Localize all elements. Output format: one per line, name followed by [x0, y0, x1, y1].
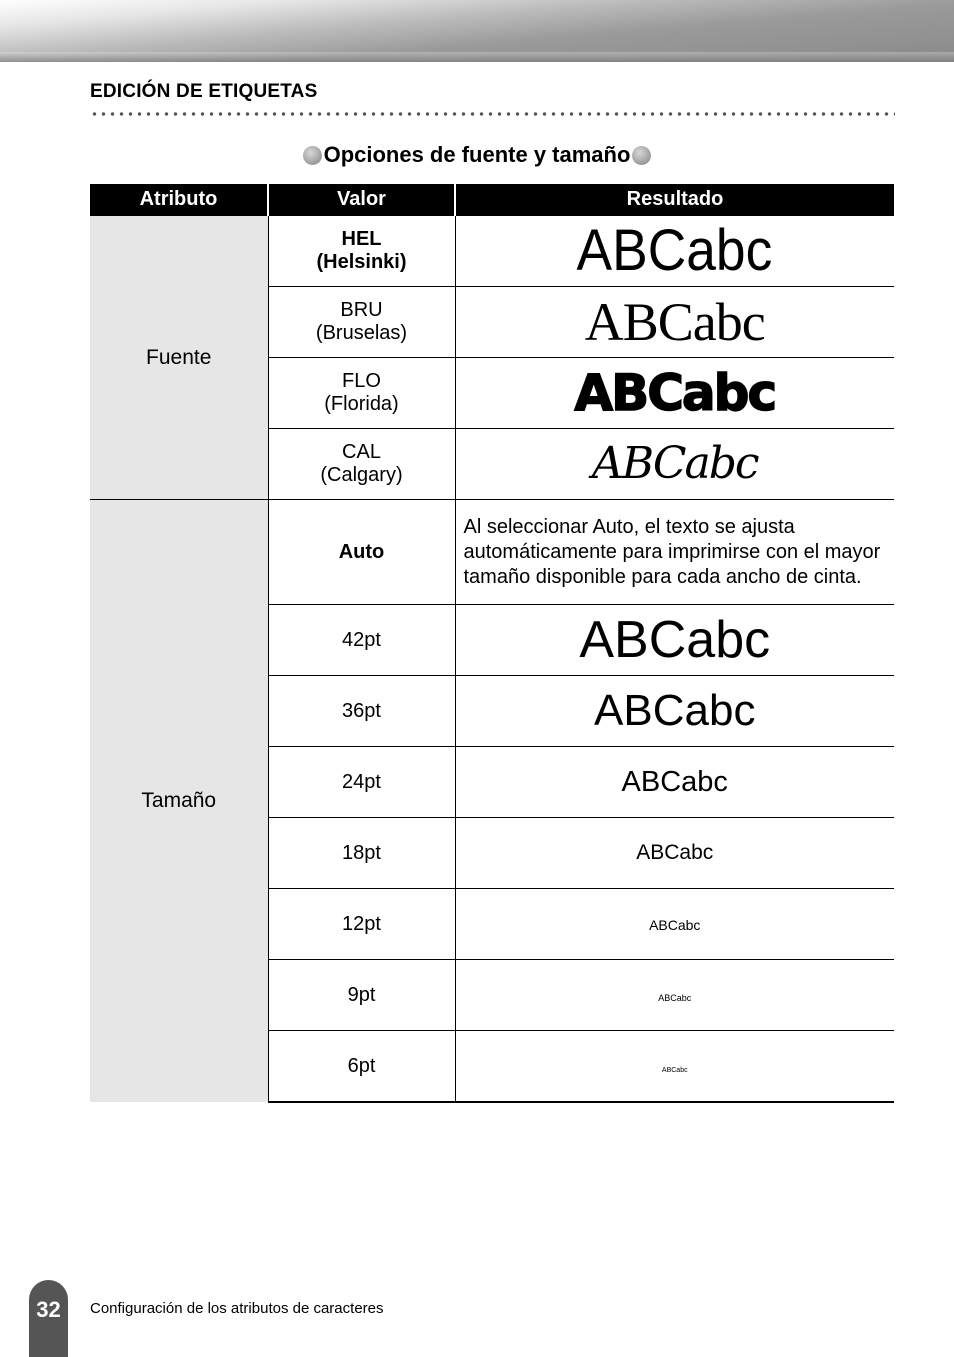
column-header-attribute: Atributo	[90, 184, 268, 216]
result-cell	[455, 287, 894, 358]
column-header-value: Valor	[268, 184, 455, 216]
sample-36pt: ABCabc	[594, 686, 756, 735]
result-cell	[455, 676, 894, 747]
result-cell	[455, 889, 894, 960]
value-cell	[268, 216, 455, 287]
value-auto: Auto	[268, 500, 455, 605]
table-row	[90, 216, 894, 287]
auto-description: Al seleccionar Auto, el texto se ajusta automáticamente para imprimirse con el mayor tamaño disponible para cada ancho de cinta.	[455, 500, 894, 605]
column-header-result: Resultado	[455, 184, 894, 216]
value-cell: 12pt	[268, 889, 455, 960]
result-cell	[455, 358, 894, 429]
sample-12pt: ABCabc	[649, 916, 701, 933]
sample-calgary: ABCabc	[591, 438, 758, 489]
value-cell	[268, 429, 455, 500]
bullet-right-icon	[632, 146, 651, 165]
table-row	[90, 500, 894, 605]
value-name: (Bruselas)	[315, 322, 408, 344]
dotted-divider	[90, 111, 895, 117]
bullet-left-icon	[303, 146, 322, 165]
value-code: HEL	[341, 228, 382, 250]
sample-24pt: ABCabc	[621, 765, 728, 798]
result-cell	[455, 605, 894, 676]
value-cell: 6pt	[268, 1031, 455, 1103]
sample-9pt: ABCabc	[658, 992, 692, 1003]
result-cell	[455, 818, 894, 889]
header-band	[0, 0, 954, 62]
value-cell: 36pt	[268, 676, 455, 747]
value-cell: 24pt	[268, 747, 455, 818]
table-title	[0, 142, 954, 168]
attribute-font: Fuente	[90, 216, 268, 500]
value-code: BRU	[340, 299, 383, 321]
result-cell	[455, 216, 894, 287]
result-cell	[455, 960, 894, 1031]
table-header-row	[90, 184, 894, 216]
value-cell: 9pt	[268, 960, 455, 1031]
options-table	[90, 184, 894, 1103]
value-code: FLO	[342, 370, 381, 392]
value-cell: 42pt	[268, 605, 455, 676]
result-cell	[455, 1031, 894, 1103]
value-name: (Florida)	[324, 393, 399, 415]
footer-caption: Configuración de los atributos de caracteres	[90, 1300, 384, 1317]
value-name: (Calgary)	[320, 464, 403, 486]
value-cell	[268, 287, 455, 358]
value-cell	[268, 358, 455, 429]
table-title-text: Opciones de fuente y tamaño	[323, 142, 631, 167]
attribute-size: Tamaño	[90, 500, 268, 1103]
sample-18pt: ABCabc	[636, 840, 714, 864]
value-code: CAL	[342, 441, 381, 463]
sample-florida: ABCabc	[574, 364, 776, 422]
sample-helsinki: ABCabc	[576, 218, 773, 283]
sample-bruselas: ABCabc	[584, 292, 765, 352]
value-cell: 18pt	[268, 818, 455, 889]
value-name: (Helsinki)	[316, 251, 407, 273]
result-cell	[455, 429, 894, 500]
page-number: 32	[29, 1280, 68, 1357]
result-cell	[455, 747, 894, 818]
section-heading: EDICIÓN DE ETIQUETAS	[90, 81, 318, 102]
sample-6pt: ABCabc	[661, 1066, 688, 1074]
sample-42pt: ABCabc	[579, 611, 771, 669]
